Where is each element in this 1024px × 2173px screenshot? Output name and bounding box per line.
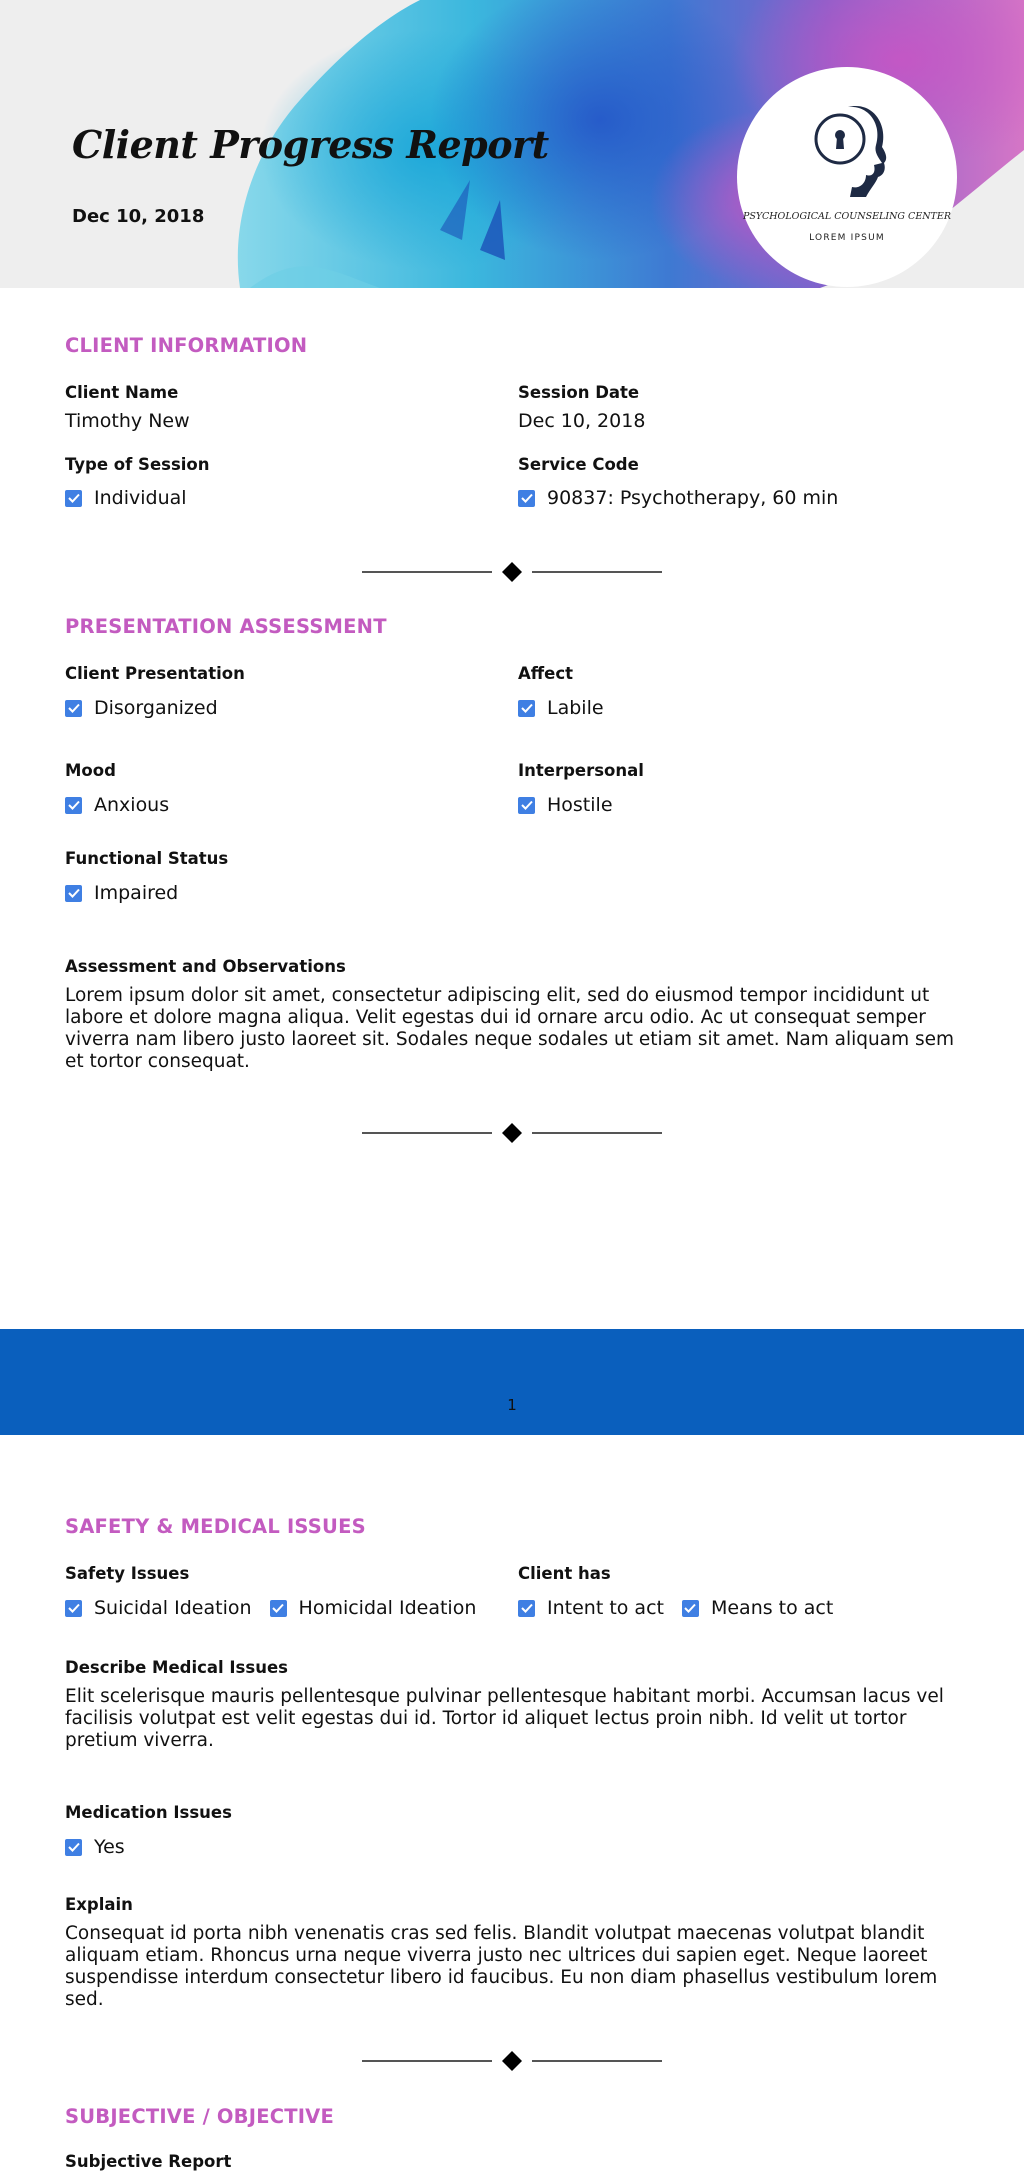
client-presentation-value: Disorganized: [94, 697, 218, 719]
center-tagline: LOREM IPSUM: [809, 233, 885, 243]
explain-text: Consequat id porta nibh venenatis cras sed felis. Blandit volutpat maecenas volutpat blandit aliquam etiam. Rhoncus urna neque viverra justo nec ultrices dui sapien eget. Neque laoreet suspendisse interdum consectetur libero id faucibus. Eu non diam phasellus vestibulum lorem sed.: [65, 1923, 938, 2010]
checkmark-icon: [521, 703, 533, 713]
session-date-value: Dec 10, 2018: [518, 410, 646, 432]
check-item[interactable]: [65, 487, 187, 509]
session-type-options: [65, 487, 205, 509]
section-divider: [362, 561, 662, 583]
section-divider: [362, 2050, 662, 2072]
client-presentation-label: Client Presentation: [65, 664, 245, 683]
checkbox-checked[interactable]: [270, 1600, 287, 1617]
medical-issues-label: Describe Medical Issues: [65, 1658, 288, 1677]
section-divider: [362, 1122, 662, 1144]
mood-value: Anxious: [94, 794, 170, 816]
check-item[interactable]: [682, 1597, 833, 1619]
safety-issues-label: Safety Issues: [65, 1564, 190, 1583]
checkbox-checked[interactable]: [682, 1600, 699, 1617]
checkmark-icon: [68, 1603, 80, 1613]
checkmark-icon: [68, 800, 80, 810]
service-code-options: [518, 487, 856, 509]
checkmark-icon: [68, 703, 80, 713]
client-name-value: Timothy New: [65, 410, 190, 432]
client-name-label: Client Name: [65, 383, 179, 402]
subjective-report-label: Subjective Report: [65, 2152, 232, 2171]
checkmark-icon: [272, 1603, 284, 1613]
check-item[interactable]: [65, 1597, 252, 1619]
observations-text: Lorem ipsum dolor sit amet, consectetur adipiscing elit, sed do eiusmod tempor incididunt ut labore et dolore magna aliqua. Velit egestas dui id ornare arcu odio. Ac ut consequat semper viverra nam libero justo laoreet sit. Sodales neque sodales ut etiam sit amet. Nam aliquam sem et tortor consequat.: [65, 985, 955, 1072]
checkmark-icon: [68, 1842, 80, 1852]
page-number: 1: [507, 1396, 517, 1414]
mood-options: [65, 794, 187, 816]
safety-issues-options: [65, 1597, 494, 1619]
mood-label: Mood: [65, 761, 116, 780]
checkmark-icon: [521, 1603, 533, 1613]
checkbox-checked[interactable]: [65, 885, 82, 902]
functional-status-options: [65, 882, 196, 904]
checkmark-icon: [68, 493, 80, 503]
check-item[interactable]: [518, 1597, 664, 1619]
affect-label: Affect: [518, 664, 573, 683]
explain-label: Explain: [65, 1895, 133, 1914]
checkbox-checked[interactable]: [518, 490, 535, 507]
check-item[interactable]: [518, 487, 838, 509]
checkbox-checked[interactable]: [518, 700, 535, 717]
medication-issues-label: Medication Issues: [65, 1803, 232, 1822]
check-item[interactable]: [65, 1836, 125, 1858]
observations-label: Assessment and Observations: [65, 957, 346, 976]
safety-issue-homicidal: Homicidal Ideation: [298, 1597, 477, 1619]
check-item[interactable]: [65, 697, 218, 719]
medication-issues-options: [65, 1836, 143, 1858]
medication-issues-value: Yes: [94, 1836, 125, 1858]
checkmark-icon: [521, 800, 533, 810]
functional-status-label: Functional Status: [65, 849, 229, 868]
checkbox-checked[interactable]: [65, 797, 82, 814]
client-has-options: [518, 1597, 851, 1619]
checkbox-checked[interactable]: [65, 1600, 82, 1617]
client-presentation-options: [65, 697, 236, 719]
section-title-presentation-assessment: PRESENTATION ASSESSMENT: [65, 615, 387, 638]
report-date: Dec 10, 2018: [72, 206, 205, 227]
page-break-band: [0, 1329, 1024, 1435]
checkbox-checked[interactable]: [518, 797, 535, 814]
check-item[interactable]: [518, 794, 613, 816]
checkbox-checked[interactable]: [65, 490, 82, 507]
functional-status-value: Impaired: [94, 882, 179, 904]
client-has-label: Client has: [518, 1564, 611, 1583]
check-item[interactable]: [65, 794, 169, 816]
interpersonal-value: Hostile: [547, 794, 613, 816]
report-title: Client Progress Report: [72, 122, 549, 167]
session-type-value: Individual: [94, 487, 187, 509]
center-name: PSYCHOLOGICAL COUNSELING CENTER: [743, 211, 951, 222]
affect-options: [518, 697, 622, 719]
report-header: [0, 0, 1024, 288]
checkmark-icon: [521, 493, 533, 503]
service-code-value: 90837: Psychotherapy, 60 min: [547, 487, 839, 509]
check-item[interactable]: [270, 1597, 477, 1619]
head-profile-keyhole-icon: [806, 97, 888, 197]
medical-issues-text: Elit scelerisque mauris pellentesque pulvinar pellentesque habitant morbi. Accumsan lacus vel facilisis volutpat est velit egestas dui id. Tortor id aliquet lectus proin nibh. Id velit ut tortor pretium viverra.: [65, 1686, 944, 1751]
interpersonal-options: [518, 794, 631, 816]
check-item[interactable]: [65, 882, 178, 904]
session-date-label: Session Date: [518, 383, 640, 402]
checkmark-icon: [68, 888, 80, 898]
affect-value: Labile: [547, 697, 604, 719]
service-code-label: Service Code: [518, 455, 639, 474]
section-title-safety-medical: SAFETY & MEDICAL ISSUES: [65, 1515, 366, 1538]
interpersonal-label: Interpersonal: [518, 761, 644, 780]
client-has-means: Means to act: [710, 1597, 834, 1619]
center-logo: [737, 67, 957, 287]
section-title-client-information: CLIENT INFORMATION: [65, 334, 308, 357]
section-title-subjective-objective: SUBJECTIVE / OBJECTIVE: [65, 2105, 334, 2128]
client-has-intent: Intent to act: [547, 1597, 664, 1619]
check-item[interactable]: [518, 697, 604, 719]
checkmark-icon: [684, 1603, 696, 1613]
checkbox-checked[interactable]: [65, 1839, 82, 1856]
checkbox-checked[interactable]: [518, 1600, 535, 1617]
session-type-label: Type of Session: [65, 455, 210, 474]
safety-issue-suicidal: Suicidal Ideation: [94, 1597, 252, 1619]
checkbox-checked[interactable]: [65, 700, 82, 717]
